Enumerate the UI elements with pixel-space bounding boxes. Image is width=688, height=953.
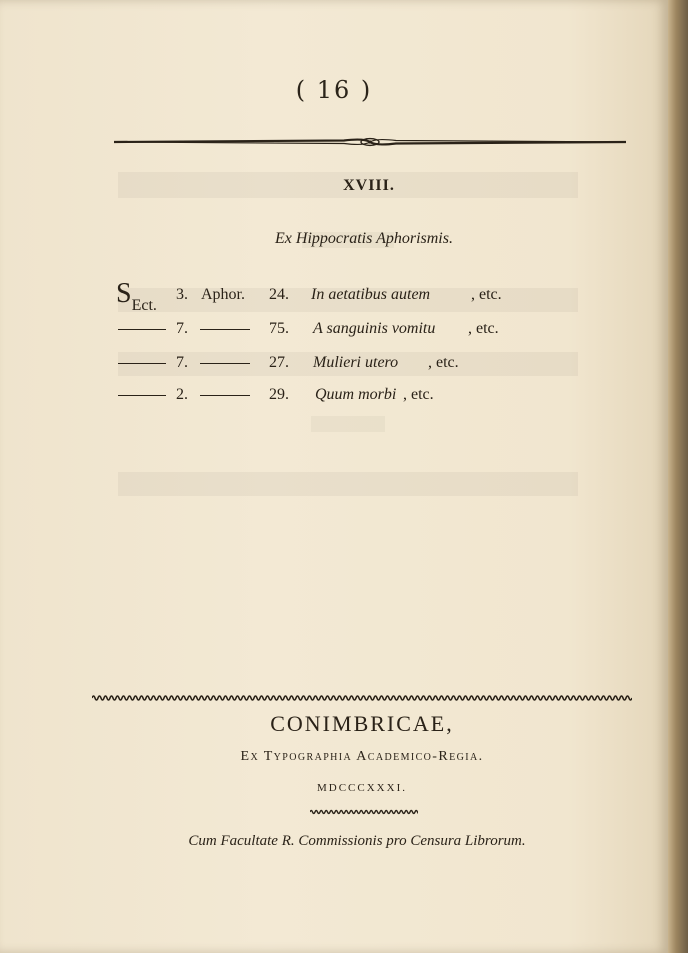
etc-text: , etc. (468, 320, 499, 337)
etc-text: , etc. (471, 286, 502, 303)
page-edge (668, 0, 688, 953)
ditto-rule (118, 395, 166, 396)
ditto-rule (118, 329, 166, 330)
incipit: In aetatibus autem (311, 286, 431, 303)
ditto-rule (200, 329, 250, 330)
citation-row (116, 354, 636, 378)
citation-row (116, 278, 636, 314)
aphor-number: 27. (269, 354, 289, 371)
incipit: Quum morbi (315, 386, 397, 403)
sect-number: 3. (176, 286, 188, 303)
sect-number: 2. (176, 386, 188, 403)
imprint-place: CONIMBRICAE, (270, 711, 454, 736)
small-wavy-rule (310, 808, 418, 816)
aphor-number: 29. (269, 386, 289, 403)
sect-rest: Ect. (131, 297, 157, 314)
wavy-rule (92, 693, 632, 703)
ornamental-rule (114, 136, 626, 148)
aphor-number: 75. (269, 320, 289, 337)
ditto-rule (200, 395, 250, 396)
incipit: A sanguinis vomitu (313, 320, 436, 337)
imprint-press: Ex Typographia Academico-Regia. (240, 749, 484, 764)
etc-text: , etc. (428, 354, 459, 371)
aphor-label: Aphor. (201, 286, 245, 303)
sect-label (116, 278, 157, 318)
aphor-number: 24. (269, 286, 289, 303)
drop-initial: S (116, 278, 132, 309)
etc-text: , etc. (403, 386, 434, 403)
ditto-rule (118, 363, 166, 364)
sect-number: 7. (176, 354, 188, 371)
incipit: Mulieri utero (313, 354, 399, 371)
citation-row (116, 320, 636, 344)
source-title: Ex Hippocratis Aphorismis. (275, 230, 453, 247)
page-number: ( 16 ) (295, 76, 373, 104)
sect-number: 7. (176, 320, 188, 337)
imprint-license: Cum Facultate R. Commissionis pro Censura Librorum. (188, 833, 526, 849)
citation-row (116, 386, 636, 410)
imprint-year: MDCCCXXXI. (317, 782, 407, 794)
ditto-rule (200, 363, 250, 364)
section-heading: XVIII. (343, 177, 395, 194)
